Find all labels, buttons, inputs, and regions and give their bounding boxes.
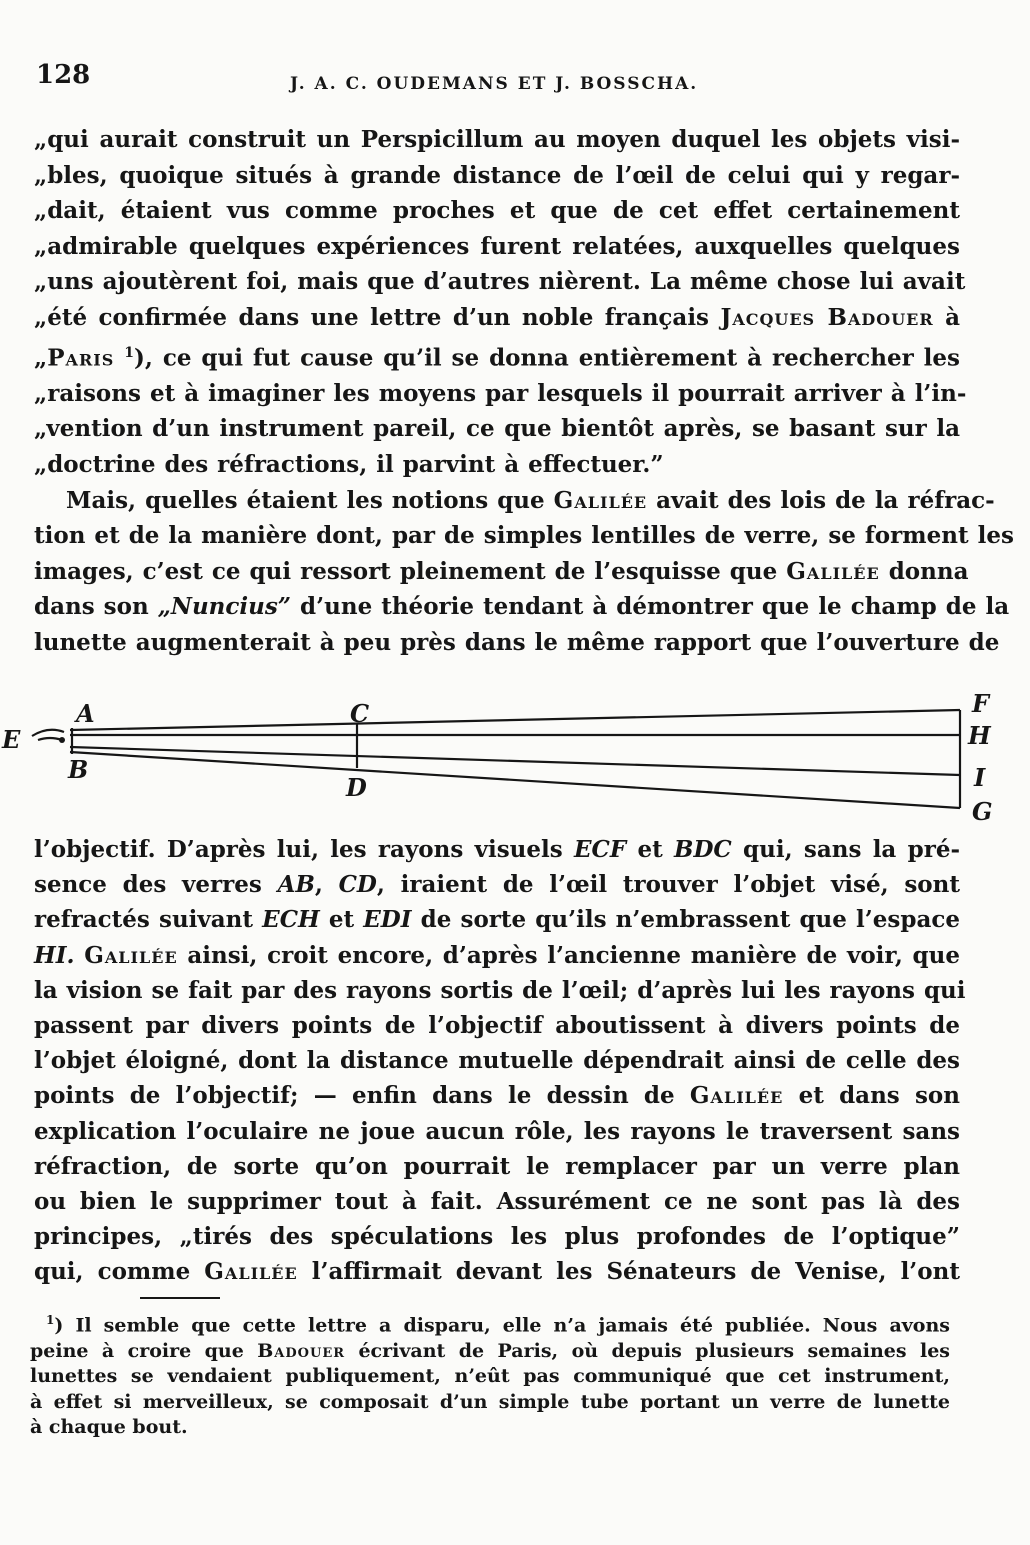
text-segment: peine à croire que xyxy=(30,1339,258,1362)
footnote-reference: 1 xyxy=(124,344,134,361)
text-line: explication l’oculaire ne joue aucun rôle, les rayons le traversent sans xyxy=(34,1117,960,1145)
text-segment: ), ce qui fut cause qu’il se donna entièrement à rechercher les xyxy=(134,344,960,372)
text-segment: écrivant de Paris, où depuis plusieurs semaines les xyxy=(345,1339,950,1362)
place-name: Paris xyxy=(47,344,115,372)
text-line: la vision se fait par des rayons sortis de l’œil; d’après lui les rayons qui xyxy=(34,976,966,1004)
running-head: J. A. C. OUDEMANS ET J. BOSSCHA. xyxy=(290,74,699,94)
text-line xyxy=(34,554,969,590)
text-line xyxy=(34,300,960,336)
ray-name: ECF xyxy=(574,836,627,863)
eye-icon xyxy=(32,730,64,736)
label-E: E xyxy=(2,725,21,754)
text-segment: qui, sans la pré- xyxy=(731,836,961,863)
ray-name: EDI xyxy=(363,906,412,934)
person-name: Badouer xyxy=(257,1339,346,1362)
text-segment: l’objectif. D’après lui, les rayons visuels xyxy=(34,836,574,863)
lens-name: AB xyxy=(277,871,315,899)
label-D: D xyxy=(346,773,367,802)
text-line xyxy=(34,938,960,973)
text-line: principes, „tirés des spéculations les plus profondes de l’optique” xyxy=(34,1223,960,1251)
text-segment: sence des verres xyxy=(34,871,278,899)
text-segment: qui, comme xyxy=(34,1258,205,1286)
label-H: H xyxy=(968,721,991,750)
text-line: lunette augmenterait à peu près dans le même rapport que l’ouverture de xyxy=(34,628,1000,656)
footnote-marker: 1 xyxy=(46,1313,55,1327)
text-segment: images, c’est ce qui ressort pleinement de l’esquisse que xyxy=(34,557,787,585)
eye-lower-icon xyxy=(38,738,62,740)
text-line: „raisons et à imaginer les moyens par lesquels il pourrait arriver à l’in- xyxy=(34,379,967,407)
person-name: Galilée xyxy=(204,1258,298,1286)
text-segment: et xyxy=(319,906,364,934)
text-segment: dans son xyxy=(34,593,158,621)
text-line: „bles, quoique situés à grande distance de l’œil de celui qui y regar- xyxy=(34,161,960,189)
text-segment: et xyxy=(626,836,675,863)
text-line: „vention d’un instrument pareil, ce que bientôt après, se basant sur la xyxy=(34,415,960,443)
ray-name: ECH xyxy=(262,906,320,934)
text-segment: , iraient de l’œil trouver l’objet visé, sont xyxy=(376,871,960,899)
text-block-bottom xyxy=(34,832,966,1290)
text-line: passent par divers points de l’objectif aboutissent à divers points de xyxy=(34,1012,960,1040)
person-name: Galilée xyxy=(553,486,648,514)
text-line: „uns ajoutèrent foi, mais que d’autres nièrent. La même chose lui avait xyxy=(34,268,966,296)
telescope-diagram-svg xyxy=(0,690,1030,830)
text-line: „doctrine des réfractions, il parvint à effectuer.” xyxy=(34,451,664,478)
text-segment: et dans son xyxy=(783,1082,960,1110)
footnote-rule xyxy=(140,1297,220,1299)
book-title: „Nuncius” xyxy=(157,593,292,621)
text-line: „admirable quelques expériences furent relatées, auxquelles quelques xyxy=(34,232,960,260)
text-line: ou bien le supprimer tout à fait. Assurément ce ne sont pas là des xyxy=(34,1188,960,1216)
label-F: F xyxy=(972,690,990,718)
footnote-line: à effet si merveilleux, se composait d’un simple tube portant un verre de lunette xyxy=(30,1390,950,1413)
ray-name: BDC xyxy=(674,836,732,863)
footnote-line xyxy=(30,1308,950,1339)
label-B: B xyxy=(68,755,89,784)
text-line xyxy=(34,483,995,519)
lens-name: CD xyxy=(338,871,377,899)
footnote-line: lunettes se vendaient publiquement, n’eût pas communiqué que cet instrument, xyxy=(30,1365,950,1388)
text-segment: ainsi, croit encore, d’après l’ancienne manière de voir, que xyxy=(177,941,960,969)
label-I: I xyxy=(974,763,986,792)
text-line: tion et de la manière dont, par de simples lentilles de verre, se forment les xyxy=(34,522,1014,550)
text-line xyxy=(34,1078,960,1113)
text-segment: „ xyxy=(34,344,48,372)
footnote-line: à chaque bout. xyxy=(30,1416,188,1439)
text-segment: à xyxy=(933,303,960,331)
text-segment: d’une théorie tendant à démontrer que le champ de la xyxy=(291,593,1010,621)
text-segment: , xyxy=(314,871,339,899)
text-line xyxy=(34,832,960,867)
text-line xyxy=(34,336,960,376)
text-segment: l’affirmait devant les Sénateurs de Venise, l’ont xyxy=(297,1258,960,1286)
space-name: HI. xyxy=(34,941,75,969)
text-line: „dait, étaient vus comme proches et que de cet effet certainement xyxy=(34,197,960,225)
text-line xyxy=(34,867,960,902)
label-A: A xyxy=(76,699,95,728)
text-segment: de sorte qu’ils n’embrassent que l’espace xyxy=(411,906,960,934)
text-segment: avait des lois de la réfrac- xyxy=(647,486,995,514)
text-line: l’objet éloigné, dont la distance mutuelle dépendrait ainsi de celle des xyxy=(34,1047,960,1075)
text-segment: refractés suivant xyxy=(34,906,263,934)
footnote xyxy=(30,1308,950,1441)
person-name: Galilée xyxy=(689,1082,784,1110)
text-line xyxy=(34,902,960,937)
ray-ECF xyxy=(70,710,960,730)
text-line xyxy=(34,589,1010,625)
text-segment: donna xyxy=(879,557,969,585)
text-line: réfraction, de sorte qu’on pourrait le remplacer par un verre plan xyxy=(34,1152,960,1180)
person-name: Jacques Badouer xyxy=(720,303,934,331)
label-C: C xyxy=(350,699,370,728)
text-block-top xyxy=(34,122,1014,661)
text-segment: points de l’objectif; — enfin dans le dessin de xyxy=(34,1082,690,1110)
text-line xyxy=(34,1254,960,1289)
text-segment: Mais, quelles étaient les notions que xyxy=(66,486,554,514)
label-G: G xyxy=(972,797,993,826)
telescope-diagram xyxy=(0,690,1030,830)
footnote-line xyxy=(30,1339,950,1365)
text-segment: ) Il semble que cette lettre a disparu, elle n’a jamais été publiée. Nous avons xyxy=(54,1314,950,1337)
person-name: Galilée xyxy=(786,557,880,585)
text-line: „qui aurait construit un Perspicillum au moyen duquel les objets visi- xyxy=(34,126,960,153)
page-number: 128 xyxy=(36,60,91,90)
person-name: Galilée xyxy=(84,941,178,969)
text-segment: „été confirmée dans une lettre d’un noble français xyxy=(34,303,721,331)
